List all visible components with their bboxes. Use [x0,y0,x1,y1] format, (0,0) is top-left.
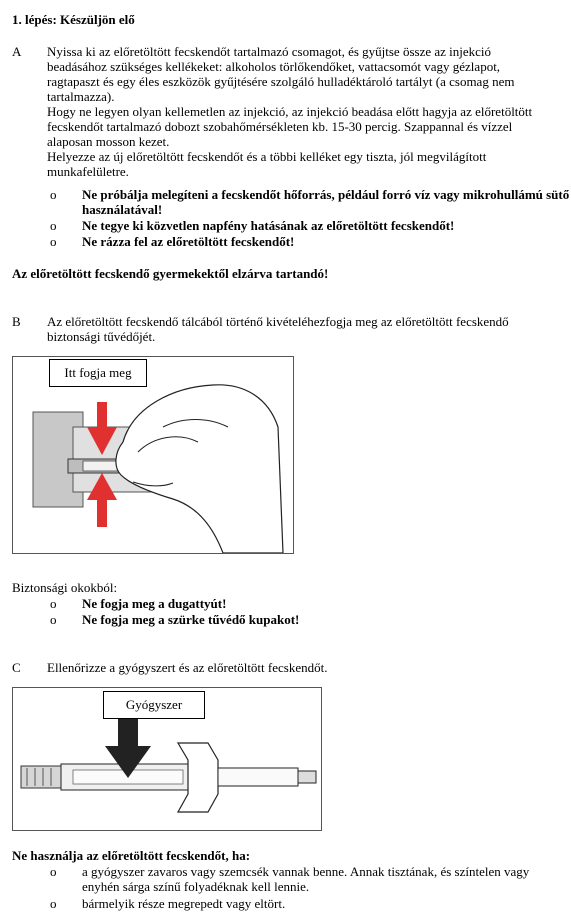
figure-b-label: Itt fogja meg [49,359,147,387]
bullet-marker: o [50,234,57,249]
bullet-marker: o [50,864,57,879]
section-b-letter: B [12,314,21,329]
bullet-marker: o [50,596,57,611]
section-a-line: fecskendőt tartalmazó dobozt szobahőmérsékleten kb. 15-30 percig. Szappannal és vízzel [47,119,513,134]
bullet-text: Ne próbálja melegíteni a fecskendőt hőforrás, például forró víz vagy mikrohullámú sütő [82,187,570,202]
section-b-line: Az előretöltött fecskendő tálcából történő kivételéhezfogja meg az előretöltött fecskendő [47,314,509,329]
section-a-line: ragtapaszt és egy éles eszközök gyűjtésére szolgáló hulladéktároló tartályt (a csomag nem [47,74,515,89]
step-heading-prefix: 1. lépés: [12,12,57,27]
do-not-use-intro: Ne használja az előretöltött fecskendőt, ha: [12,848,251,863]
section-a-line: tartalmazza). [47,89,115,104]
bullet-marker: o [50,896,57,911]
figure-c-label: Gyógyszer [103,691,205,719]
section-c-letter: C [12,660,21,675]
section-a-line: Hogy ne legyen olyan kellemetlen az injekció, az injekció beadása előtt hagyja az előretöltött [47,104,533,119]
do-not-use-bullet: a gyógyszer zavaros vagy szemcsék vannak benne. Annak tisztának, és színtelen vagy [82,864,530,879]
do-not-use-bullet: enyhén sárga színű folyadéknak kell lennie. [82,879,310,894]
bullet-text: Ne rázza fel az előretöltött fecskendőt! [82,234,295,249]
bullet-marker: o [50,187,57,202]
section-a-line: beadásához szükséges kellékeket: alkoholos törlőkendőket, vattacsomót vagy gézlapot, [47,59,501,74]
bullet-text: használatával! [82,202,163,217]
section-a-line: alaposan mosson kezet. [47,134,170,149]
section-a-line: Nyissa ki az előretöltött fecskendőt tartalmazó csomagot, és gyűjtse össze az injekció [47,44,492,59]
do-not-use-bullet: bármelyik része megrepedt vagy eltört. [82,896,286,911]
figure-grip-syringe [12,356,294,554]
safety-bullet: Ne fogja meg a szürke tűvédő kupakot! [82,612,300,627]
warning-children: Az előretöltött fecskendő gyermekektől elzárva tartandó! [12,266,329,281]
section-b-line: biztonsági tűvédőjét. [47,329,156,344]
figure-inspect-medicine [12,687,322,831]
section-a-letter: A [12,44,22,59]
section-a-line: munkafelületre. [47,164,129,179]
safety-intro: Biztonsági okokból: [12,580,118,595]
step-heading [12,12,135,27]
bullet-marker: o [50,612,57,627]
bullet-marker: o [50,218,57,233]
bullet-text: Ne tegye ki közvetlen napfény hatásának az előretöltött fecskendőt! [82,218,455,233]
section-c-line: Ellenőrizze a gyógyszert és az előretöltött fecskendőt. [47,660,328,675]
section-a-line: Helyezze az új előretöltött fecskendőt és a többi kelléket egy tiszta, jól megvilágított [47,149,487,164]
safety-bullet: Ne fogja meg a dugattyút! [82,596,227,611]
step-heading-title: Készüljön elő [60,12,135,27]
